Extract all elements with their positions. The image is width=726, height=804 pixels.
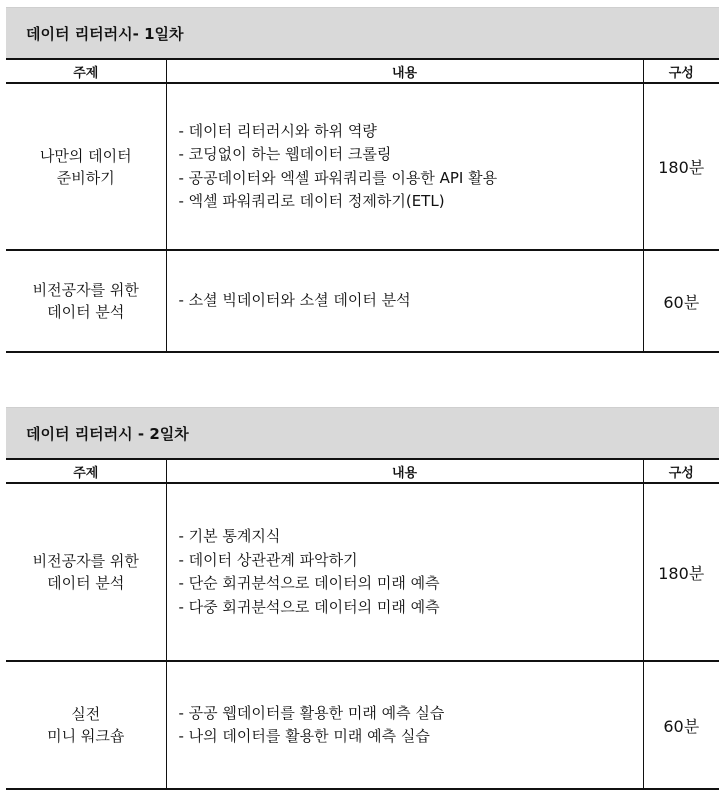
topic-cell [6, 661, 166, 789]
topic-line: 비전공자를 위한 [32, 552, 139, 570]
table-row [6, 661, 719, 789]
header-duration: 구성 [643, 459, 719, 483]
table-row [6, 483, 719, 661]
content-cell [166, 83, 643, 250]
topic-line: 미니 워크숍 [47, 727, 125, 745]
table-row [6, 83, 719, 250]
content-item: - 코딩없이 하는 웹데이터 크롤링 [178, 145, 392, 163]
content-cell [166, 483, 643, 661]
topic-line: 실전 [71, 705, 101, 723]
header-content: 내용 [166, 59, 643, 83]
topic-line: 데이터 분석 [47, 303, 125, 321]
content-item: - 엑셀 파워쿼리로 데이터 정제하기(ETL) [178, 192, 445, 210]
section-title: 데이터 리터러시- 1일차 [6, 7, 719, 58]
topic-cell [6, 250, 166, 352]
schedule-table [6, 58, 719, 353]
content-cell [166, 661, 643, 789]
header-topic: 주제 [6, 59, 166, 83]
topic-line: 데이터 분석 [47, 574, 125, 592]
header-content: 내용 [166, 459, 643, 483]
content-item: - 소셜 빅데이터와 소셜 데이터 분석 [178, 291, 411, 310]
topic-line: 비전공자를 위한 [32, 281, 139, 299]
table-header-row [6, 59, 719, 83]
content-item: - 다중 회귀분석으로 데이터의 미래 예측 [178, 597, 440, 616]
content-cell [166, 250, 643, 352]
content-item: - 나의 데이터를 활용한 미래 예측 실습 [178, 727, 430, 745]
day2-section [6, 407, 719, 790]
content-item: - 데이터 리터러시와 하위 역량 [178, 121, 377, 140]
content-item: - 단순 회귀분석으로 데이터의 미래 예측 [178, 574, 440, 592]
schedule-table [6, 458, 719, 790]
topic-cell [6, 483, 166, 661]
header-duration: 구성 [643, 59, 719, 83]
duration-cell: 180분 [643, 83, 719, 250]
table-row [6, 250, 719, 352]
section-title: 데이터 리터러시 - 2일차 [6, 407, 719, 458]
day1-section [6, 7, 719, 353]
duration-cell: 60분 [643, 250, 719, 352]
content-item: - 공공데이터와 엑셀 파워쿼리를 이용한 API 활용 [178, 168, 498, 187]
topic-cell [6, 83, 166, 250]
table-header-row [6, 459, 719, 483]
duration-cell: 180분 [643, 483, 719, 661]
duration-cell: 60분 [643, 661, 719, 789]
content-item: - 데이터 상관관계 파악하기 [178, 550, 358, 569]
content-item: - 기본 통계지식 [178, 527, 281, 545]
topic-line: 준비하기 [56, 168, 115, 187]
topic-line: 나만의 데이터 [39, 146, 132, 165]
content-item: - 공공 웹데이터를 활용한 미래 예측 실습 [178, 703, 445, 722]
header-topic: 주제 [6, 459, 166, 483]
